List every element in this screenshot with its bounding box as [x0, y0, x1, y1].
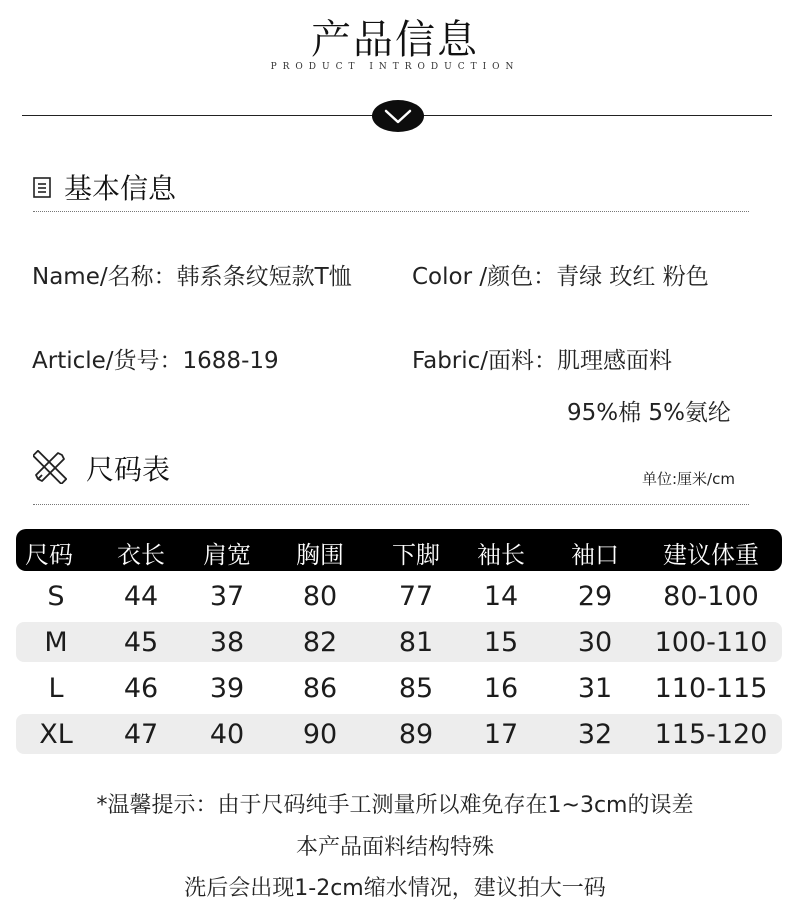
table-cell: 15: [483, 627, 519, 658]
table-cell: 17: [483, 719, 519, 750]
table-cell: 44: [123, 581, 159, 612]
table-cell: 30: [577, 627, 613, 658]
note-fabric: 本产品面料结构特殊: [295, 835, 494, 860]
page-title: 产品信息: [311, 17, 479, 63]
table-cell: 40: [209, 719, 245, 750]
product-name: Name/名称：韩系条纹短款T恤: [32, 264, 352, 290]
size-label-cell: S: [47, 581, 65, 612]
chevron-down-badge: [372, 100, 424, 132]
table-cell: 80-100: [663, 581, 759, 612]
table-cell: 32: [577, 719, 613, 750]
table-cell: 38: [209, 627, 245, 658]
table-cell: 14: [483, 581, 519, 612]
table-cell: 77: [398, 581, 434, 612]
header-cell: 尺码: [25, 541, 73, 569]
document-icon: [33, 177, 53, 203]
table-cell: 47: [123, 719, 159, 750]
size-table-header: [16, 529, 782, 571]
size-chart-divider: [33, 504, 749, 505]
basic-info-divider: [33, 211, 749, 212]
table-cell: 80: [302, 581, 338, 612]
size-label-cell: M: [44, 627, 68, 658]
size-label-cell: XL: [39, 719, 73, 750]
table-cell: 46: [123, 673, 159, 704]
size-chart-unit: 单位:厘米/cm: [642, 470, 735, 488]
table-cell: 16: [483, 673, 519, 704]
table-cell: 29: [577, 581, 613, 612]
chevron-down-icon: [372, 100, 424, 132]
table-cell: 86: [302, 673, 338, 704]
basic-info-title: 基本信息: [64, 172, 177, 205]
table-cell: 45: [123, 627, 159, 658]
table-cell: 39: [209, 673, 245, 704]
size-chart-title: 尺码表: [86, 453, 171, 486]
table-cell: 89: [398, 719, 434, 750]
table-cell: 100-110: [654, 627, 768, 658]
page-subtitle: PRODUCT INTRODUCTION: [270, 62, 520, 72]
header-cell: 建议体重: [663, 541, 759, 569]
fabric-composition: 95%棉 5%氨纶: [567, 400, 731, 426]
table-cell: 82: [302, 627, 338, 658]
table-cell: 31: [577, 673, 613, 704]
table-cell: 81: [398, 627, 434, 658]
header-cell: 下脚: [392, 541, 440, 569]
table-cell: 37: [209, 581, 245, 612]
header-cell: 肩宽: [203, 541, 251, 569]
header-cell: 衣长: [117, 541, 165, 569]
table-cell: 85: [398, 673, 434, 704]
product-article: Article/货号：1688-19: [32, 348, 279, 374]
header-cell: 袖长: [477, 541, 525, 569]
table-cell: 110-115: [654, 673, 768, 704]
size-label-cell: L: [48, 673, 64, 704]
header-cell: 袖口: [571, 541, 619, 569]
product-color: Color /颜色：青绿 玫红 粉色: [412, 264, 709, 290]
table-cell: 90: [302, 719, 338, 750]
ruler-pencil-icon: [33, 450, 67, 488]
note-shrinkage: 洗后会出现1-2cm缩水情况，建议拍大一码: [184, 876, 606, 901]
header-cell: 胸围: [296, 541, 344, 569]
table-cell: 115-120: [654, 719, 768, 750]
note-warning: *温馨提示：由于尺码纯手工测量所以难免存在1~3cm的误差: [96, 793, 694, 818]
product-fabric: Fabric/面料：肌理感面料: [412, 348, 673, 374]
